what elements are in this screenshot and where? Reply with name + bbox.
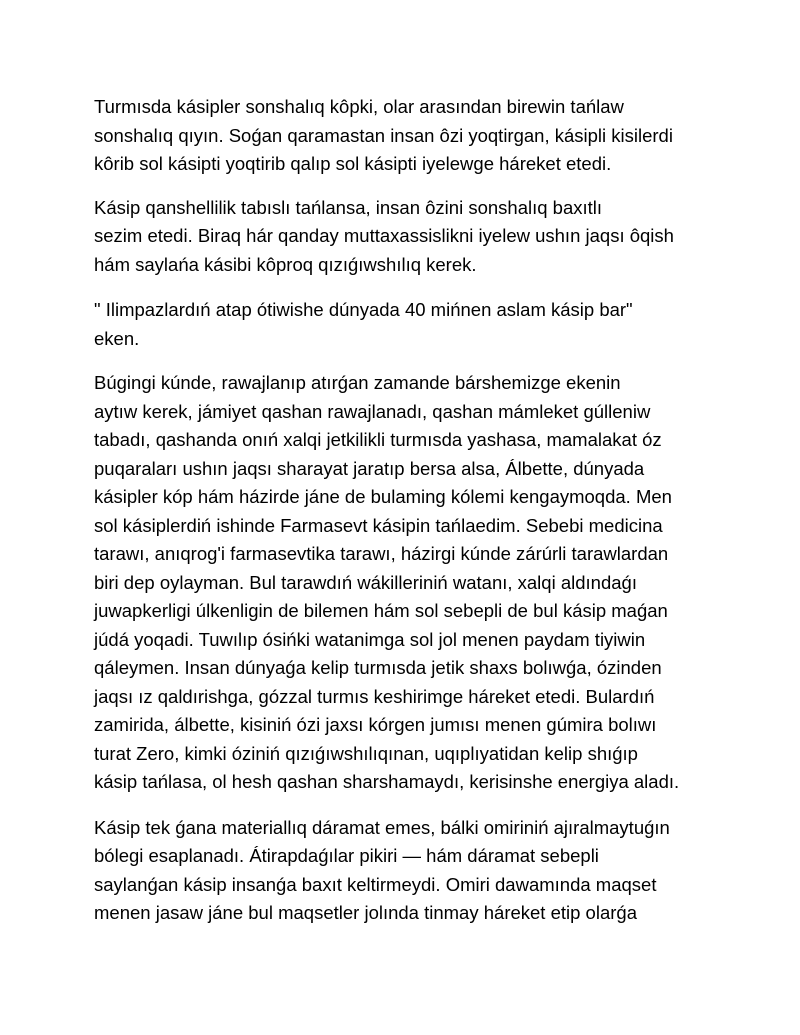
text-line: aytıw kerek, jámiyet qashan rawajlanadı, qashan mámleket gúlleniw — [94, 400, 651, 422]
text-line: bólegi esaplanadı. Átirapdaǵılar pikiri — hám dáramat sebepli — [94, 845, 599, 866]
paragraph — [94, 369, 714, 797]
paragraph — [94, 296, 714, 353]
text-line: " Ilimpazlardıń atap ótiwishe dúnyada 40 mińnen aslam kásip bar" — [94, 299, 633, 320]
text-line: kôrib sol kásipti yoqtirib qalıp sol kásipti iyelewge háreket etedi. — [94, 153, 612, 174]
text-line: Turmısda kásipler sonshalıq kôpki, olar arasından birewin tańlaw — [94, 96, 624, 117]
text-line: menen jasaw jáne bul maqsetler jolında tinmay háreket etip olarǵa — [94, 902, 637, 923]
text-line: kásipler kóp hám házirde jáne de bulaming kólemi kengaymoqda. Men — [94, 486, 672, 507]
text-line: kásip tańlasa, ol hesh qashan sharshamaydı, kerisinshe energiya aladı. — [94, 771, 680, 792]
text-line: qáleymen. Insan dúnyaǵa kelip turmısda jetik shaxs bolıwǵa, ózinden — [94, 657, 662, 678]
text-line: tarawı, anıqrog'i farmasevtika tarawı, házirgi kúnde zárúrli tarawlardan — [94, 543, 669, 564]
text-line: puqaraları ushın jaqsı sharayat jaratıp bersa alsa, Álbette, dúnyada — [94, 457, 645, 479]
document-page — [94, 93, 714, 928]
text-line: turat Zero, kimki óziniń qızıǵıwshılıqınan, uqıplıyatidan kelip shıǵıp — [94, 742, 638, 764]
paragraph — [94, 194, 714, 280]
text-line: Kásip tek ǵana materiallıq dáramat emes, bálki omiriniń ajıralmaytuǵın — [94, 816, 670, 838]
text-line: zamirida, álbette, kisiniń ózi jaxsı kórgen jumısı menen gúmira bolıwı — [94, 714, 657, 735]
text-line: juwapkerligi úlkenligin de bilemen hám sol sebepli de bul kásip maǵan — [94, 600, 668, 621]
text-line: tabadı, qashanda onıń xalqi jetkilikli turmısda yashasa, mamalakat óz — [94, 429, 662, 450]
text-line: sonshalıq qıyın. Soǵan qaramastan insan ôzi yoqtirgan, kásipli kisilerdi — [94, 124, 673, 146]
text-line: hám saylańa kásibi kôproq qızıǵıwshılıq kerek. — [94, 253, 477, 275]
paragraph — [94, 93, 714, 179]
paragraph — [94, 814, 714, 928]
text-line: saylanǵan kásip insanǵa baxıt keltirmeydi. Omiri dawamında maqset — [94, 873, 657, 895]
text-line: sezim etedi. Biraq hár qanday muttaxassislikni iyelew ushın jaqsı ôqish — [94, 225, 674, 246]
text-line: júdá yoqadi. Tuwılıp ósińki watanimga sol jol menen paydam tiyiwin — [94, 628, 646, 650]
text-line: Kásip qanshellilik tabıslı tańlansa, insan ôzini sonshalıq baxıtlı — [94, 196, 603, 218]
text-line: biri dep oylayman. Bul tarawdıń wákilleriniń watanı, xalqi aldındaǵı — [94, 571, 637, 593]
text-line: Búgingi kúnde, rawajlanıp atırǵan zamande bárshemizge ekenin — [94, 372, 621, 393]
text-line: sol kásiplerdiń ishinde Farmasevt kásipin tańlaedim. Sebebi medicina — [94, 514, 663, 536]
text-line: eken. — [94, 327, 140, 349]
text-line: jaqsı ız qaldırishga, gózzal turmıs keshirimge háreket etedi. Bulardıń — [94, 685, 655, 707]
